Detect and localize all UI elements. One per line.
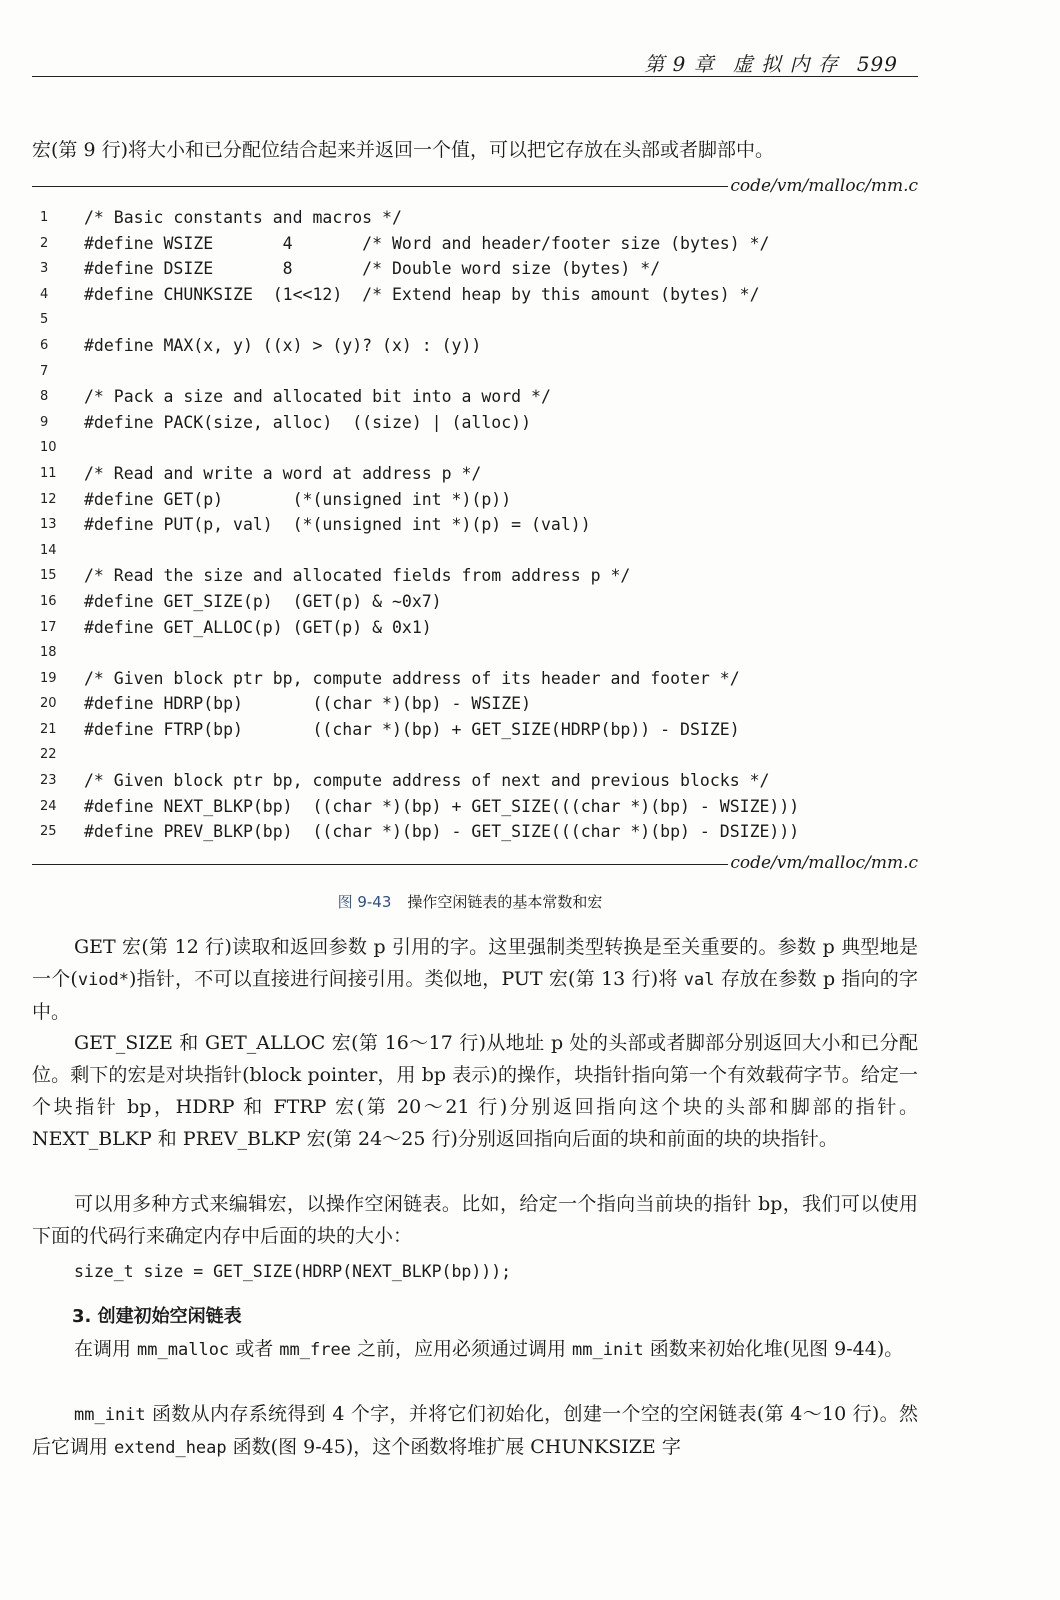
line-number: 8 — [40, 389, 49, 405]
intro-paragraph: 宏(第 9 行)将大小和已分配位结合起来并返回一个值，可以把它存放在头部或者脚部中。 — [32, 139, 774, 161]
paragraph-get-macro — [32, 931, 918, 1028]
line-number: 11 — [40, 465, 57, 481]
para1-text-b: )指针，不可以直接进行间接引用。类似地，PUT 宏(第 13 行)将 — [129, 968, 684, 990]
line-number: 24 — [40, 798, 57, 814]
code-file-label-bottom: code/vm/malloc/mm.c — [730, 853, 918, 873]
para5-code-extend: extend_heap — [114, 1438, 227, 1458]
code-line — [32, 691, 918, 717]
line-number: 14 — [40, 542, 57, 558]
code-example: size_t size = GET_SIZE(HDRP(NEXT_BLKP(bp))); — [74, 1262, 512, 1281]
header-text — [626, 48, 898, 77]
code-text: #define GET(p) (*(unsigned int *)(p)) — [84, 489, 512, 509]
figure-caption-text: 操作空闲链表的基本常数和宏 — [407, 893, 603, 911]
paragraph-get-size: GET_SIZE 和 GET_ALLOC 宏(第 16～17 行)从地址 p 处的头部或者脚部分别返回大小和已分配位。剩下的宏是对块指针(block pointer，用 bp 表示)的操作，块指针指向第一个有效载荷字节。给定一个块指针 bp，HDRP 和 FTRP 宏(第 20～21 行)分别返回指向这个块的头部和脚部的指针。NEXT_BLKP 和 PREV_BLKP 宏(第 24～25 行)分别返回指向后面的块和前面的块的块指针。 — [32, 1032, 918, 1150]
line-number: 13 — [40, 517, 57, 533]
line-number: 10 — [40, 440, 57, 456]
para1-text-c: 存放在参数 p 指向的字中。 — [32, 968, 918, 1023]
para4-text-d: 函数来初始化堆(见图 9-44)。 — [643, 1338, 904, 1360]
code-text: #define PREV_BLKP(bp) ((char *)(bp) - GET_SIZE(((char *)(bp) - DSIZE))) — [84, 822, 800, 842]
code-line — [32, 794, 918, 820]
code-text: /* Basic constants and macros */ — [84, 208, 402, 227]
line-number: 17 — [40, 619, 57, 635]
line-number: 12 — [40, 491, 57, 507]
code-line — [32, 256, 918, 282]
line-number: 20 — [40, 696, 57, 712]
line-number: 23 — [40, 773, 57, 789]
code-line — [32, 538, 918, 564]
line-number: 25 — [40, 824, 57, 840]
line-number: 19 — [40, 670, 57, 686]
code-text: #define CHUNKSIZE (1<<12) /* Extend heap by this amount (bytes) */ — [84, 284, 760, 304]
line-number: 1 — [40, 210, 49, 225]
paragraph-mm-init-call — [32, 1333, 918, 1366]
para4-code-init: mm_init — [572, 1340, 644, 1360]
code-line — [32, 717, 918, 743]
line-number: 15 — [40, 568, 57, 584]
paragraph-edit-macros: 可以用多种方式来编辑宏，以操作空闲链表。比如，给定一个指向当前块的指针 bp，我们可以使用下面的代码行来确定内存中后面的块的大小： — [32, 1193, 918, 1247]
section-heading: 3. 创建初始空闲链表 — [72, 1306, 242, 1327]
code-text: #define FTRP(bp) ((char *)(bp) + GET_SIZE(HDRP(bp)) - DSIZE) — [84, 719, 740, 739]
code-line — [32, 487, 918, 513]
para4-text-c: 之前，应用必须通过调用 — [350, 1338, 573, 1360]
code-text: #define WSIZE 4 /* Word and header/footer size (bytes) */ — [84, 233, 770, 253]
code-line — [32, 333, 918, 359]
para1-text-a: GET 宏(第 12 行)读取和返回参数 p 引用的字。这里强制类型转换是至关重要的。参数 p 典型地是一个( — [32, 936, 918, 990]
line-number: 5 — [40, 312, 49, 328]
code-line — [32, 512, 918, 538]
code-listing — [32, 205, 918, 845]
code-text: #define PUT(p, val) (*(unsigned int *)(p) = (val)) — [84, 515, 591, 535]
code-text: #define MAX(x, y) ((x) > (y)? (x) : (y)) — [84, 335, 482, 355]
para1-code-val: val — [683, 970, 715, 990]
para5-text-b: 函数(图 9-45)，这个函数将堆扩展 CHUNKSIZE 字 — [226, 1436, 681, 1458]
code-line — [32, 231, 918, 257]
code-line — [32, 359, 918, 385]
code-line — [32, 282, 918, 308]
code-text: #define PACK(size, alloc) ((size) | (alloc)) — [84, 412, 532, 432]
figure-number: 图 9-43 — [337, 893, 392, 911]
line-number: 6 — [40, 337, 49, 353]
line-number: 9 — [40, 414, 49, 430]
para1-code-viod: viod* — [77, 970, 130, 990]
figure-caption — [0, 891, 940, 912]
chapter-number: 第 9 章 — [644, 52, 715, 76]
code-top-rule — [32, 186, 728, 187]
code-line — [32, 640, 918, 666]
code-line — [32, 768, 918, 794]
code-bottom-rule — [32, 864, 728, 865]
running-header — [32, 44, 918, 77]
line-number: 4 — [40, 286, 49, 302]
code-line — [32, 410, 918, 436]
line-number: 3 — [40, 261, 49, 277]
code-line — [32, 615, 918, 641]
code-line — [32, 384, 918, 410]
code-text: /* Given block ptr bp, compute address of its header and footer */ — [84, 668, 740, 688]
paragraph-mm-init-desc — [32, 1398, 918, 1464]
line-number: 7 — [40, 363, 49, 379]
para4-code-malloc: mm_malloc — [137, 1340, 230, 1360]
code-text: #define NEXT_BLKP(bp) ((char *)(bp) + GET_SIZE(((char *)(bp) - WSIZE))) — [84, 796, 800, 816]
code-text: #define GET_SIZE(p) (GET(p) & ~0x7) — [84, 591, 442, 611]
chapter-title: 虚 拟 内 存 — [732, 52, 839, 76]
line-number: 2 — [40, 235, 49, 251]
code-line — [32, 742, 918, 768]
code-line — [32, 589, 918, 615]
para4-code-free: mm_free — [279, 1340, 351, 1360]
page-number: 599 — [856, 52, 898, 76]
code-file-label-top: code/vm/malloc/mm.c — [730, 176, 918, 196]
line-number: 16 — [40, 593, 57, 609]
code-text: #define HDRP(bp) ((char *)(bp) - WSIZE) — [84, 694, 532, 714]
line-number: 18 — [40, 645, 57, 661]
para4-text-b: 或者 — [229, 1338, 280, 1360]
code-line — [32, 563, 918, 589]
line-number: 21 — [40, 721, 57, 737]
para5-code-init: mm_init — [74, 1405, 146, 1425]
code-text: #define GET_ALLOC(p) (GET(p) & 0x1) — [84, 617, 432, 637]
para5-text-a: 函数从内存系统得到 4 个字，并将它们初始化，创建一个空的空闲链表(第 4～10 行)。然后它调用 — [32, 1403, 918, 1458]
code-line — [32, 205, 918, 231]
code-text: /* Read the size and allocated fields from address p */ — [84, 566, 631, 586]
code-line — [32, 461, 918, 487]
line-number: 22 — [40, 747, 57, 763]
code-line — [32, 307, 918, 333]
code-line — [32, 435, 918, 461]
code-line — [32, 666, 918, 692]
code-text: /* Pack a size and allocated bit into a word */ — [84, 387, 551, 407]
code-text: #define DSIZE 8 /* Double word size (bytes) */ — [84, 259, 661, 279]
code-text: /* Given block ptr bp, compute address of next and previous blocks */ — [84, 771, 770, 791]
code-text: /* Read and write a word at address p */ — [84, 463, 482, 483]
code-line — [32, 819, 918, 845]
para4-text-a: 在调用 — [74, 1338, 138, 1360]
